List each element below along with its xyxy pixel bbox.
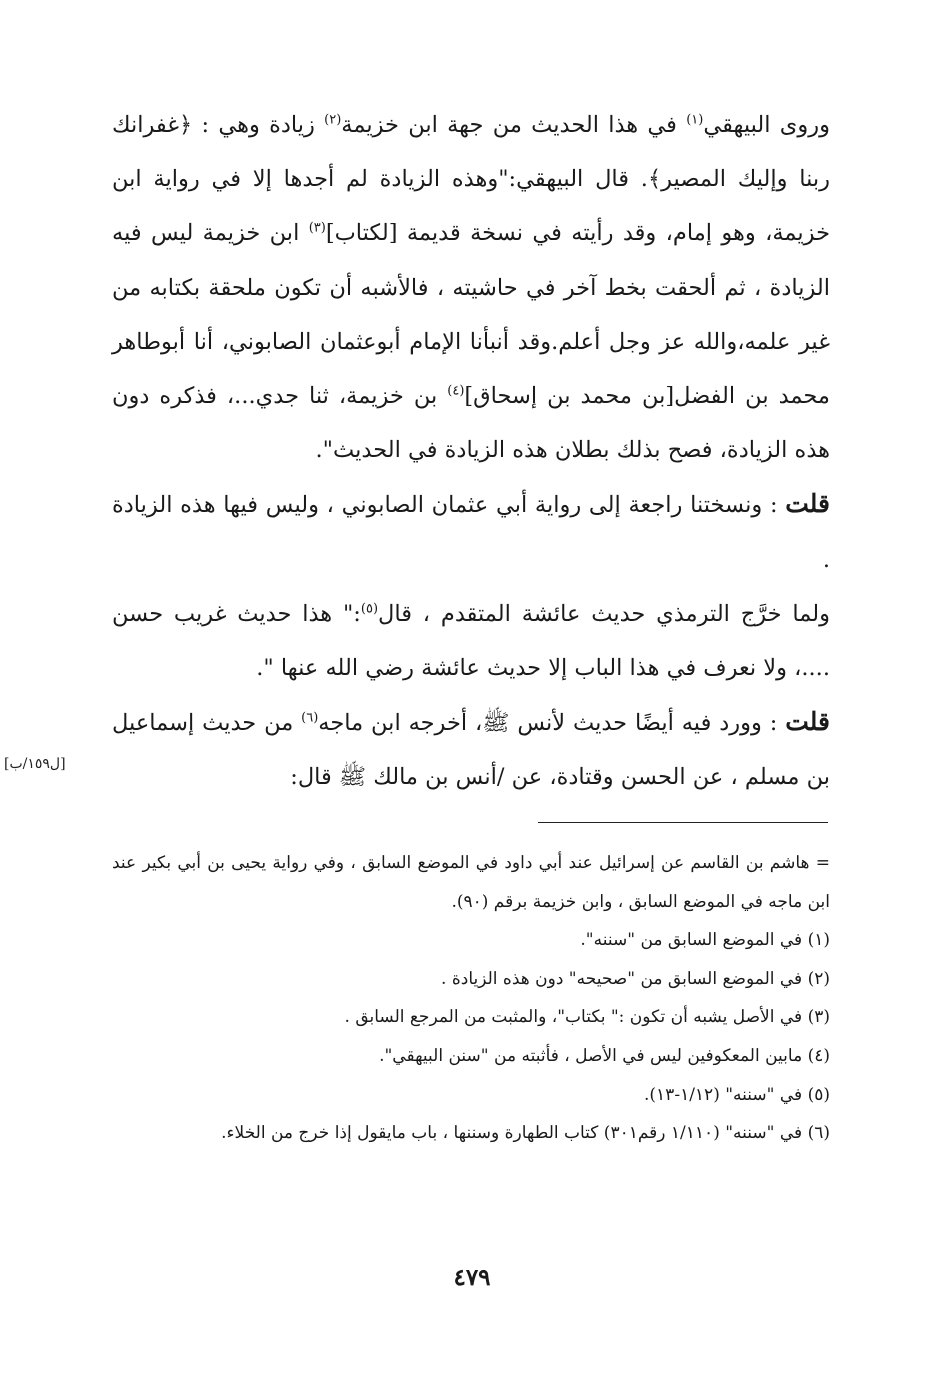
paragraph-4	[112, 695, 830, 804]
main-text	[112, 98, 830, 805]
paragraph-2	[112, 477, 830, 586]
footnote-4: (٤) مابين المعكوفين ليس في الأصل ، فأثبته من "سنن البيهقي".	[379, 1045, 830, 1066]
footnote-ref-5: (٥)	[360, 601, 379, 617]
text-run: :" هذا حديث غريب حسن ....، ولا نعرف في هذا الباب إلا حديث عائشة رضي الله عنها ".	[112, 600, 830, 682]
footnote-ref-6: (٦)	[301, 710, 319, 726]
text-run: زيادة وهي : ﴿غفرانك ربنا وإليك المصير﴾. قال البيهقي:"وهذه الزيادة لم أجدها إلا في رواية ابن خزيمة، وهو إمام، وقد رأيته في نسخة قديمة [لكتاب]	[112, 112, 830, 247]
footnote-ref-1: (١)	[686, 112, 704, 128]
footnotes	[112, 844, 830, 1153]
footnote-1: (١) في الموضع السابق من "سننه".	[580, 930, 830, 951]
text-run: : ونسختنا راجعة إلى رواية أبي عثمان الصابوني ، وليس فيها هذه الزيادة .	[112, 492, 830, 573]
text-run: في هذا الحديث من جهة ابن خزيمة	[341, 112, 687, 138]
text-run: ابن خزيمة ليس فيه الزيادة ، ثم ألحقت بخط آخر في حاشيته ، فالأشبه أن تكون ملحقة بكتابه من غير علمه،والله عز وجل أعلم.وقد أنبأنا الإمام أبوعثمان الصابوني، أنا أبوطاهر محمد بن الفضل[بن محمد بن إسحاق]	[112, 220, 830, 410]
qultu-label: قلت	[785, 489, 830, 519]
text-run: وروى البيهقي	[703, 112, 830, 138]
paragraph-3	[112, 587, 830, 695]
footnote-6: (٦) في "سننه" (١/١١٠ رقم٣٠١) كتاب الطهارة وسننها ، باب مايقول إذا خرج من الخلاء.	[221, 1123, 830, 1144]
text-run: : وورد فيه أيضًا حديث لأنس ﷺ، أخرجه ابن ماجه	[318, 710, 786, 737]
text-run: بن خزيمة، ثنا جدي...، فذكره دون هذه الزيادة، فصح بذلك بطلان هذه الزيادة في الحديث".	[112, 383, 830, 464]
footnote-5: (٥) في "سننه" (١/١٢-١٣).	[644, 1084, 830, 1105]
footnote-ref-3: (٣)	[308, 220, 326, 236]
page-number: ٤٧٩	[453, 1264, 491, 1291]
paragraph-1	[112, 98, 830, 477]
text-run: ولما خرَّج الترمذي حديث عائشة المتقدم ، قال	[378, 600, 830, 627]
footnote-separator	[538, 822, 828, 823]
footnote-continuation: = هاشم بن القاسم عن إسرائيل عند أبي داود في الموضع السابق ، وفي رواية يحيى بن أبي بكير عند ابن ماجه في الموضع السابق ، وابن خزيمة برقم (٩٠).	[112, 853, 830, 912]
manuscript-folio-note: [ل١٥٩/ب]	[4, 756, 66, 772]
footnote-ref-2: (٢)	[324, 112, 342, 128]
footnote-2: (٢) في الموضع السابق من "صحيحه" دون هذه الزيادة .	[441, 968, 830, 989]
footnote-3: (٣) في الأصل يشبه أن تكون :" بكتاب"، والمثبت من المرجع السابق .	[344, 1007, 830, 1028]
text-run: من حديث إسماعيل بن مسلم ، عن الحسن وقتادة، عن /أنس بن مالك ﷺ قال:	[112, 710, 830, 791]
footnote-ref-4: (٤)	[447, 383, 465, 399]
qultu-label: قلت	[785, 707, 830, 737]
